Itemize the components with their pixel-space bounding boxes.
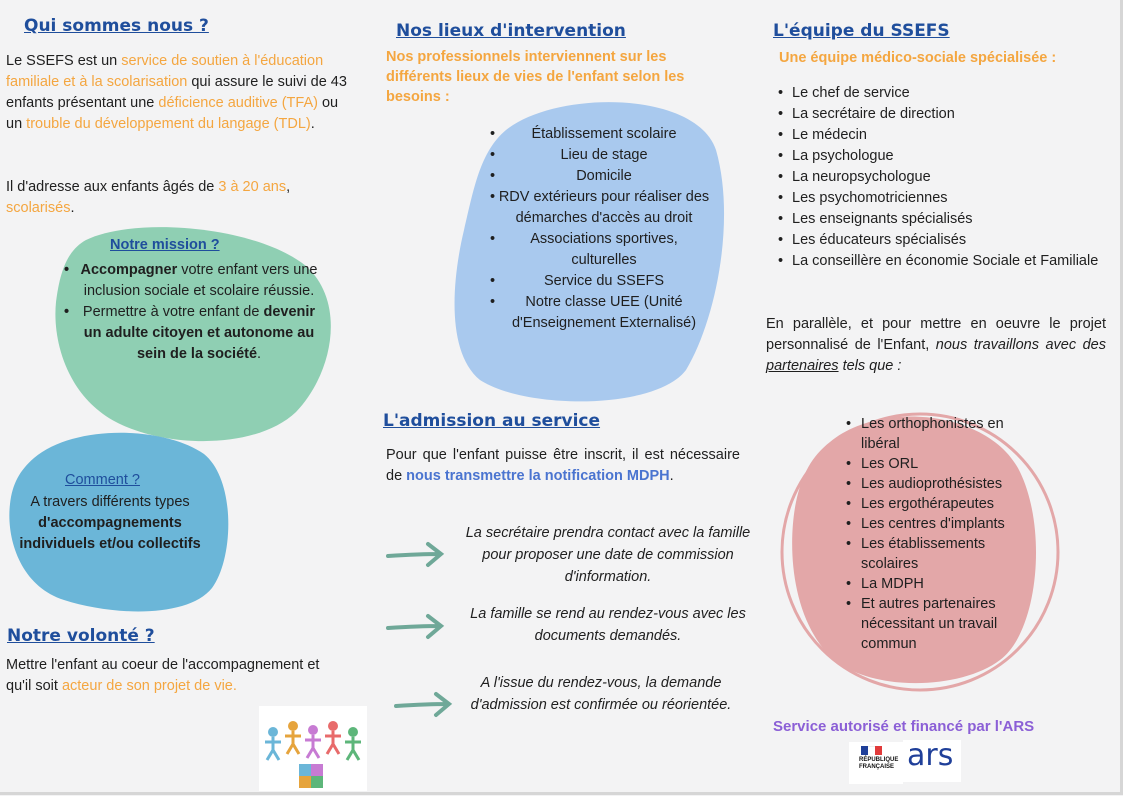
team-item xyxy=(778,209,1106,230)
intro-paragraph xyxy=(6,51,351,135)
partner-item xyxy=(846,454,1036,474)
partners-intro-text: En parallèle, et pour mettre en oeuvre le projet personnalisé de l'Enfant, xyxy=(766,316,1106,353)
section-title-admission: L'admission au service xyxy=(383,411,601,431)
bullet-icon: • xyxy=(846,576,852,592)
partner-item-label: Les centres d'implants xyxy=(861,516,1005,532)
arrow-icon xyxy=(384,540,446,570)
age-paragraph xyxy=(6,177,351,219)
team-item xyxy=(778,146,1106,167)
team-item xyxy=(778,125,1106,146)
place-item-label: RDV extérieurs pour réaliser des démarches d'accès au droit xyxy=(498,189,710,226)
partner-item xyxy=(846,414,1036,454)
partners-intro xyxy=(766,314,1106,377)
highlight-text: trouble du développement du langage (TDL) xyxy=(26,116,311,132)
bullet-icon: • xyxy=(490,126,496,142)
bullet-icon: • xyxy=(846,416,852,432)
partner-item-label: Et autres partenaires nécessitant un travail commun xyxy=(861,596,998,652)
mission-title: Notre mission ? xyxy=(110,237,220,253)
bullet-icon: • xyxy=(778,253,784,269)
volonte-orange: acteur de son projet de vie. xyxy=(61,678,237,694)
bullet-icon: • xyxy=(490,294,496,310)
team-item xyxy=(778,104,1106,125)
partner-item xyxy=(846,594,1036,654)
paragraph-text: , xyxy=(286,179,291,195)
admission-intro-text: Pour que l'enfant puisse être inscrit, il est nécessaire de xyxy=(386,447,740,484)
partner-item xyxy=(846,474,1036,494)
comment-text xyxy=(10,492,210,555)
team-item-label: Le chef de service xyxy=(792,85,910,101)
paragraph-text: ou un xyxy=(6,95,339,132)
ars-logo xyxy=(903,740,961,782)
bullet-icon: • xyxy=(846,596,852,612)
place-item xyxy=(480,292,710,334)
highlight-text: 3 à 20 ans xyxy=(218,179,287,195)
highlight-text: déficience auditive (TFA) xyxy=(158,95,318,111)
place-item xyxy=(480,187,710,229)
team-item xyxy=(778,230,1106,251)
bullet-icon: • xyxy=(778,127,784,143)
place-item xyxy=(480,124,710,145)
team-item xyxy=(778,188,1106,209)
paragraph-text: . xyxy=(70,200,75,216)
partner-item-label: Les établissements scolaires xyxy=(861,536,986,572)
mission-list xyxy=(58,260,318,365)
bullet-icon: • xyxy=(778,169,784,185)
volonte-line: Mettre l'enfant au coeur de l'accompagnement et qu'il soit xyxy=(6,657,320,694)
bullet-icon: • xyxy=(490,147,496,163)
place-item xyxy=(480,229,710,271)
partner-item-label: Les ergothérapeutes xyxy=(861,496,995,512)
bullet-icon: • xyxy=(778,148,784,164)
place-item-label: Lieu de stage xyxy=(560,147,648,163)
team-item xyxy=(778,251,1106,272)
mission-item-2-bold: devenir un adulte citoyen et autonome au sein de la société xyxy=(83,304,316,362)
section-title-qui-sommes-nous: Qui sommes nous ? xyxy=(24,16,209,36)
place-item-label: Domicile xyxy=(576,168,632,184)
paragraph-text: Il d'adresse aux enfants âgés de xyxy=(6,179,219,195)
children-puzzle-image xyxy=(259,706,367,791)
bullet-icon: • xyxy=(778,106,784,122)
partner-item xyxy=(846,534,1036,574)
team-item-label: La secrétaire de direction xyxy=(792,106,955,122)
mission-item-2: • Permettre à votre enfant de devenir un adulte citoyen et autonome au sein de la société. xyxy=(64,304,316,362)
paragraph-text: . xyxy=(310,116,315,132)
highlight-text: scolarisés xyxy=(6,200,71,216)
bullet-icon: • xyxy=(778,85,784,101)
admission-intro-end: . xyxy=(669,468,674,484)
paragraph-text: Le SSEFS est un xyxy=(6,53,122,69)
highlight-text: service de soutien à l'éducation familiale et à la scolarisation xyxy=(6,53,324,90)
team-item-label: Les enseignants spécialisés xyxy=(792,211,973,227)
bullet-icon: • xyxy=(490,189,496,205)
mission-item-1: • Accompagner votre enfant vers une inclusion sociale et scolaire réussie. xyxy=(64,262,318,299)
team-item-label: Le médecin xyxy=(792,127,867,143)
lieux-subtitle: Nos professionnels interviennent sur les différents lieux de vies de l'enfant selon les besoins : xyxy=(386,49,685,105)
places-list xyxy=(480,124,710,334)
mission-item-2-end: . xyxy=(257,346,262,362)
place-item-label: Associations sportives, culturelles xyxy=(530,231,678,268)
team-item-label: Les psychomotriciennes xyxy=(792,190,948,206)
logo-rf-text: RÉPUBLIQUE FRANÇAISE xyxy=(859,757,899,770)
partners-intro-underlined: partenaires xyxy=(766,358,839,374)
team-item-label: La neuropsychologue xyxy=(792,169,931,185)
team-item xyxy=(778,83,1106,104)
place-item-label: Service du SSEFS xyxy=(543,273,665,289)
section-title-lieux: Nos lieux d'intervention xyxy=(396,21,626,41)
bullet-icon: • xyxy=(846,516,852,532)
team-item-label: La conseillère en économie Sociale et Familiale xyxy=(792,253,1099,269)
republique-francaise-logo xyxy=(849,742,903,784)
ars-logo-text: ars xyxy=(907,738,954,773)
ars-footer: Service autorisé et financé par l'ARS xyxy=(773,718,1035,735)
partner-item xyxy=(846,494,1036,514)
place-item-label: Établissement scolaire xyxy=(531,126,677,142)
partner-item-label: Les ORL xyxy=(861,456,919,472)
partner-item xyxy=(846,514,1036,534)
partners-intro-end: tels que : xyxy=(838,358,902,374)
bullet-icon: • xyxy=(778,232,784,248)
admission-step-3: A l'issue du rendez-vous, la demande d'admission est confirmée ou réorientée. xyxy=(470,675,732,713)
partner-item xyxy=(846,574,1036,594)
volonte-text xyxy=(6,655,346,697)
paragraph-text: qui assure le suivi de 43 enfants présentant une xyxy=(6,74,347,111)
place-item xyxy=(480,145,710,166)
section-title-equipe: L'équipe du SSEFS xyxy=(773,21,950,41)
admission-intro-highlight: nous transmettre la notification MDPH xyxy=(406,468,670,484)
bullet-icon: • xyxy=(490,273,496,289)
partner-item-label: Les orthophonistes en libéral xyxy=(861,416,1004,452)
bullet-icon: • xyxy=(490,231,496,247)
bullet-icon: • xyxy=(846,496,852,512)
comment-bold: d'accompagnements individuels et/ou collectifs xyxy=(19,515,201,552)
place-item xyxy=(480,166,710,187)
arrow-icon xyxy=(392,690,454,720)
bullet-icon: • xyxy=(490,168,496,184)
equipe-subtitle: Une équipe médico-sociale spécialisée : xyxy=(779,50,1057,66)
bullet-icon: • xyxy=(778,211,784,227)
place-item-label: Notre classe UEE (Unité d'Enseignement Externalisé) xyxy=(511,294,697,331)
mission-item-1-text: votre enfant vers une inclusion sociale et scolaire réussie. xyxy=(83,262,318,299)
mission-item-2-text: Permettre à votre enfant de xyxy=(82,304,264,320)
admission-step-2: La famille se rend au rendez-vous avec les documents demandés. xyxy=(470,606,746,644)
bullet-icon: • xyxy=(778,190,784,206)
partner-item-label: La MDPH xyxy=(861,576,924,592)
section-title-volonte: Notre volonté ? xyxy=(7,626,155,646)
comment-title: Comment ? xyxy=(65,472,140,488)
partners-list xyxy=(846,414,1036,654)
partners-intro-italic: nous travaillons avec des xyxy=(935,337,1106,353)
partner-item-label: Les audioprothésistes xyxy=(861,476,1003,492)
admission-step-1: La secrétaire prendra contact avec la famille pour proposer une date de commission d'information. xyxy=(465,525,751,585)
mission-item-1-bold: Accompagner xyxy=(80,262,178,278)
team-item-label: Les éducateurs spécialisés xyxy=(792,232,967,248)
team-item xyxy=(778,167,1106,188)
team-item-label: La psychologue xyxy=(792,148,894,164)
bullet-icon: • xyxy=(846,536,852,552)
bullet-icon: • xyxy=(846,476,852,492)
comment-line: A travers différents types xyxy=(30,494,190,510)
place-item xyxy=(480,271,710,292)
team-list xyxy=(778,83,1106,272)
bullet-icon: • xyxy=(846,456,852,472)
admission-intro xyxy=(386,445,740,487)
arrow-icon xyxy=(384,612,446,642)
